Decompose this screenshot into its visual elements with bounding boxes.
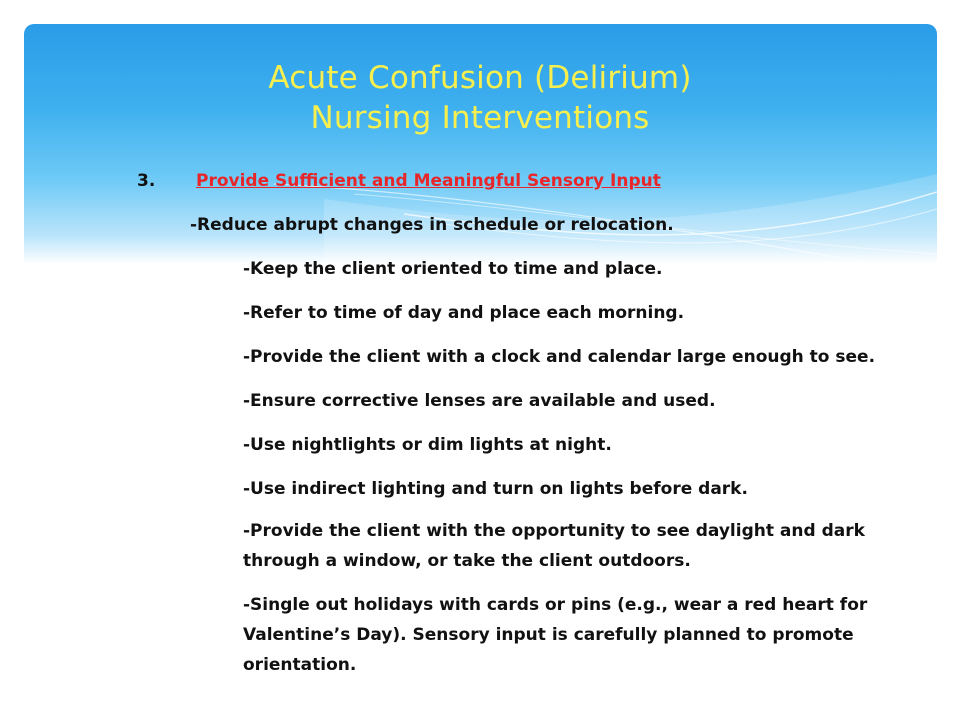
bullet-item xyxy=(243,590,867,680)
bullet-item xyxy=(243,516,865,576)
item-number: 3. xyxy=(137,171,156,191)
bullet-item xyxy=(190,210,674,240)
bullet-line: Valentine’s Day). Sensory input is carefully planned to promote xyxy=(243,625,854,645)
bullet-line: -Ensure corrective lenses are available and used. xyxy=(243,391,716,411)
bullet-line: -Reduce abrupt changes in schedule or relocation. xyxy=(190,215,674,235)
bullet-line: -Use indirect lighting and turn on lights before dark. xyxy=(243,479,748,499)
bullet-item xyxy=(243,342,875,372)
bullet-line: -Keep the client oriented to time and place. xyxy=(243,259,663,279)
title-line-2: Nursing Interventions xyxy=(310,100,650,136)
bullet-item xyxy=(243,474,748,504)
bullet-item xyxy=(243,386,716,416)
bullet-line: orientation. xyxy=(243,655,357,675)
bullet-line: -Refer to time of day and place each morning. xyxy=(243,303,685,323)
bullet-line: -Provide the client with the opportunity to see daylight and dark xyxy=(243,521,865,541)
item-heading: Provide Sufficient and Meaningful Sensory Input xyxy=(196,171,661,191)
bullet-line: -Use nightlights or dim lights at night. xyxy=(243,435,612,455)
title-line-1: Acute Confusion (Delirium) xyxy=(268,60,692,96)
bullet-line: -Single out holidays with cards or pins (e.g., wear a red heart for xyxy=(243,595,868,615)
bullet-item xyxy=(243,430,612,460)
bullet-item xyxy=(243,254,662,284)
bullet-line: -Provide the client with a clock and calendar large enough to see. xyxy=(243,347,876,367)
bullet-line: through a window, or take the client outdoors. xyxy=(243,551,691,571)
bullet-item xyxy=(243,298,684,328)
